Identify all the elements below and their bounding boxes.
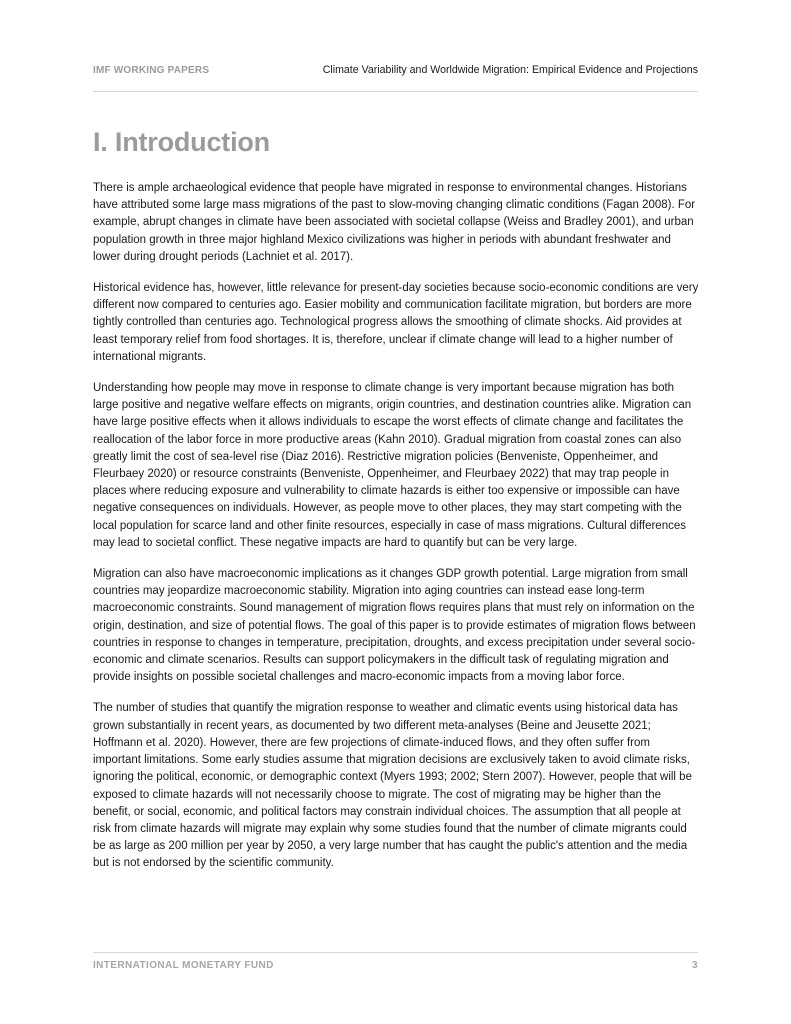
- organization-name: INTERNATIONAL MONETARY FUND: [93, 960, 274, 971]
- header-divider: [93, 91, 698, 92]
- running-title: Climate Variability and Worldwide Migration: Empirical Evidence and Projections: [322, 64, 698, 76]
- page-header: [93, 64, 698, 80]
- page-footer: [93, 960, 698, 971]
- footer-divider: [93, 952, 698, 953]
- section-body: [93, 180, 699, 887]
- paragraph-2: Historical evidence has, however, little relevance for present-day societies because socio-economic conditions are very different now compared to centuries ago. Easier mobility and communication facilitate migration, but borders are more tightly controlled than centuries ago. Technological progress allows the smoothing of climate shocks. Aid provides at least temporary relief from food shortages. It is, therefore, unclear if climate change will lead to a higher number of international migrants.: [93, 282, 699, 363]
- series-name: IMF WORKING PAPERS: [93, 65, 210, 76]
- paragraph-1: There is ample archaeological evidence that people have migrated in response to environmental changes. Historians have attributed some large mass migrations of the past to slow-moving changing climatic conditions (Fagan 2008). For example, abrupt changes in climate have been associated with societal collapse (Weiss and Bradley 2001), and urban population growth in three major highland Mexico civilizations was higher in periods with abundant freshwater and lower during drought periods (Lachniet et al. 2017).: [93, 182, 696, 263]
- paragraph-3: Understanding how people may move in response to climate change is very important because migration has both large positive and negative welfare effects on migrants, origin countries, and destination countries alike. Migration can have large positive effects when it allows individuals to escape the worst effects of climate change and facilitates the reallocation of the labor force in more productive areas (Kahn 2010). Gradual migration from coastal zones can also greatly limit the cost of sea-level rise (Diaz 2016). Restrictive migration policies (Benveniste, Oppenheimer, and Fleurbaey 2020) or resource constraints (Benveniste, Oppenheimer, and Fleurbaey 2022) that may trap people in places where reducing exposure and vulnerability to climate hazards is either too expensive or impossible can have negative consequences on individuals. However, as people move to other places, they may start competing with the local population for scarce land and other finite resources, especially in case of mass migrations. Cultural differences may lead to societal conflict. These negative impacts are hard to quantify but can be very large.: [93, 382, 692, 549]
- paragraph-4: Migration can also have macroeconomic implications as it changes GDP growth potential. Large migration from small countries may jeopardize macroeconomic stability. Migration into aging countries can instead ease long-term macroeconomic constraints. Sound management of migration flows requires plans that must rely on information on the origin, destination, and size of potential flows. The goal of this paper is to provide estimates of migration flows between countries in response to changes in temperature, precipitation, droughts, and excess precipitation under several socio-economic and climate scenarios. Results can support policymakers in the difficult task of regulating migration and provide insights on possible societal challenges and macro-economic impacts from a moving labor force.: [93, 568, 696, 684]
- page-number: 3: [692, 960, 698, 971]
- section-title: I. Introduction: [93, 127, 270, 157]
- paragraph-5: The number of studies that quantify the migration response to weather and climatic events using historical data has grown substantially in recent years, as documented by two different meta-analyses (Beine and Jeusette 2021; Hoffmann et al. 2020). However, there are few projections of climate-induced flows, and they often suffer from important limitations. Some early studies assume that migration decisions are exclusively taken to avoid climate risks, ignoring the political, economic, or demographic context (Myers 1993; 2002; Stern 2007). However, people that will be exposed to climate hazards will not necessarily choose to migrate. The cost of migrating may be higher than the benefit, or social, economic, and political factors may constrain individual choices. The assumption that all people at risk from climate hazards will migrate may explain why some studies found that the number of climate migrants could be as large as 200 million per year by 2050, a very large number that has caught the public's attention and the media but is not endorsed by the scientific community.: [93, 702, 692, 870]
